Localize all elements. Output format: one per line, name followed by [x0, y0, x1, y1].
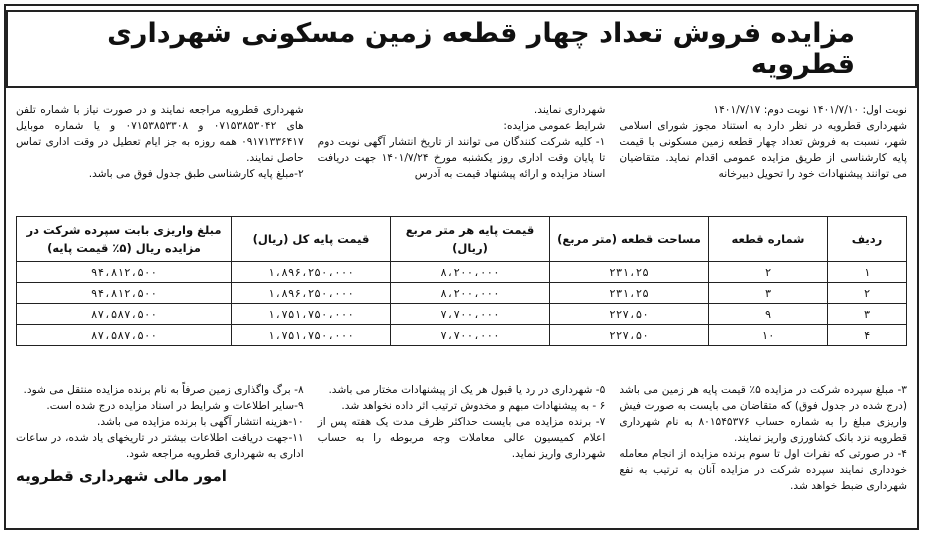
lots-table	[16, 216, 907, 346]
intro-text: شهرداری قطرویه در نظر دارد به استناد مجوز شورای اسلامی شهر، نسبت به فروش تعداد چهار قطعه زمین مسکونی با قیمت پایه کارشناسی از طریق مزایده عمومی اقدام نماید. متقاضیان می توانند پیشنهادات خود را تحویل دبیرخانه	[619, 120, 907, 180]
cell-row-number: ۱	[828, 262, 907, 283]
condition-text: ۶ - به پیشنهادات مبهم و مخدوش ترتیب اثر داده نخواهد شد.	[341, 400, 606, 412]
table-row	[17, 262, 907, 283]
intro-col-1	[619, 102, 907, 212]
cell-area: ۲۲۷،۵۰	[550, 325, 709, 346]
intro-text: ۱- کلیه شرکت کنندگان می توانند از تاریخ انتشار آگهی نوبت دوم تا پایان وقت اداری روز یکشنبه مورخ ۱۴۰۱/۷/۲۴ جهت دریافت اسناد مزایده و ارائه پیشنهاد قیمت به آدرس	[317, 136, 606, 180]
cell-lot-number: ۲	[709, 262, 828, 283]
cell-price-per-m2: ۷،۷۰۰،۰۰۰	[391, 304, 550, 325]
condition-text: ۵- شهرداری در رد یا قبول هر یک از پیشنهادات مختار می باشد.	[328, 384, 606, 396]
table-row	[17, 304, 907, 325]
condition-text: ۱۰-هزینه انتشار آگهی با برنده مزایده می باشد.	[96, 416, 304, 428]
header-lot-number: شماره قطعه	[709, 217, 828, 262]
notice-frame	[4, 4, 919, 530]
table-header-row	[17, 217, 907, 262]
cell-deposit: ۸۷،۵۸۷،۵۰۰	[17, 304, 232, 325]
table-row	[17, 283, 907, 304]
notice-title: مزایده فروش تعداد چهار قطعه زمین مسکونی شهرداری قطرویه	[6, 10, 917, 88]
condition-text: ۹-سایر اطلاعات و شرایط در اسناد مزایده درج شده است.	[46, 400, 304, 412]
cell-deposit: ۹۴،۸۱۲،۵۰۰	[17, 262, 232, 283]
intro-text: شرایط عمومی مزایده:	[503, 120, 606, 132]
cell-lot-number: ۹	[709, 304, 828, 325]
cell-lot-number: ۳	[709, 283, 828, 304]
cell-deposit: ۸۷،۵۸۷،۵۰۰	[17, 325, 232, 346]
header-total-price: قیمت پایه کل (ریال)	[232, 217, 391, 262]
cell-area: ۲۲۷،۵۰	[550, 304, 709, 325]
cell-area: ۲۳۱،۲۵	[550, 283, 709, 304]
condition-text: ۷- برنده مزایده می بایست حداکثر ظرف مدت یک هفته پس از اعلام کمیسیون عالی معاملات وجه مربوطه را به حساب شهرداری واریز نماید.	[317, 416, 606, 460]
condition-text: ۳- مبلغ سپرده شرکت در مزایده ۵٪ قیمت پایه هر زمین می باشد (درج شده در جدول فوق) که متقاضان می بایست به صورت فیش واریزی مبلغ را به شماره حساب ۸۰۱۵۴۵۳۷۶ به نام شهرداری قطرویه نزد بانک کشاورزی واریز نمایند.	[619, 384, 907, 444]
conditions-col-2	[318, 382, 606, 522]
cell-area: ۲۳۱،۲۵	[550, 262, 709, 283]
condition-text: ۴- در صورتی که نفرات اول تا سوم برنده مزایده از انجام معامله خودداری نمایند سپرده شرکت در مزایده آنان به ترتیب به نفع شهرداری ضبط خواهد شد.	[619, 448, 907, 492]
condition-text: ۸- برگ واگذاری زمین صرفاً به نام برنده مزایده منتقل می شود.	[23, 384, 304, 396]
cell-row-number: ۴	[828, 325, 907, 346]
intro-text: نوبت اول: ۱۴۰۱/۷/۱۰ نوبت دوم: ۱۴۰۱/۷/۱۷	[713, 104, 907, 116]
cell-total-price: ۱،۷۵۱،۷۵۰،۰۰۰	[232, 325, 391, 346]
intro-text: ۲-مبلغ پایه کارشناسی طبق جدول فوق می باشد.	[88, 168, 304, 180]
title-area	[6, 20, 917, 78]
cell-total-price: ۱،۷۵۱،۷۵۰،۰۰۰	[232, 304, 391, 325]
intro-text: شهرداری نمایند.	[533, 104, 606, 116]
conditions-col-3	[16, 382, 304, 522]
cell-total-price: ۱،۸۹۶،۲۵۰،۰۰۰	[232, 283, 391, 304]
cell-deposit: ۹۴،۸۱۲،۵۰۰	[17, 283, 232, 304]
cell-row-number: ۲	[828, 283, 907, 304]
cell-lot-number: ۱۰	[709, 325, 828, 346]
cell-total-price: ۱،۸۹۶،۲۵۰،۰۰۰	[232, 262, 391, 283]
cell-price-per-m2: ۸،۲۰۰،۰۰۰	[391, 262, 550, 283]
intro-columns	[16, 102, 907, 212]
cell-row-number: ۳	[828, 304, 907, 325]
conditions-columns	[16, 382, 907, 522]
signature: امور مالی شهرداری قطرویه	[15, 467, 227, 485]
cell-price-per-m2: ۷،۷۰۰،۰۰۰	[391, 325, 550, 346]
header-area: مساحت قطعه (متر مربع)	[550, 217, 709, 262]
intro-text: شهرداری قطرویه مراجعه نمایند و در صورت نیاز با شماره تلفن های ۰۷۱۵۳۸۵۳۰۴۲ و ۰۷۱۵۳۸۵۳۳۰۸ و یا شماره موبایل ۰۹۱۷۱۳۳۶۴۱۷ همه روزه به جز ایام تعطیل در وقت اداری تماس حاصل نمایند.	[15, 104, 304, 164]
conditions-col-1	[619, 382, 907, 522]
header-price-per-m2: قیمت پایه هر متر مربع (ریال)	[391, 217, 550, 262]
cell-price-per-m2: ۸،۲۰۰،۰۰۰	[391, 283, 550, 304]
condition-text: ۱۱-جهت دریافت اطلاعات بیشتر در تاریخهای یاد شده، در ساعات اداری به شهرداری قطرویه مراجعه شود.	[15, 432, 304, 460]
header-deposit: مبلغ واریزی بابت سپرده شرکت در مزایده ریال (۵٪ قیمت پایه)	[17, 217, 232, 262]
intro-col-3	[16, 102, 304, 212]
header-row-number: ردیف	[828, 217, 907, 262]
intro-col-2	[318, 102, 606, 212]
table-row	[17, 325, 907, 346]
